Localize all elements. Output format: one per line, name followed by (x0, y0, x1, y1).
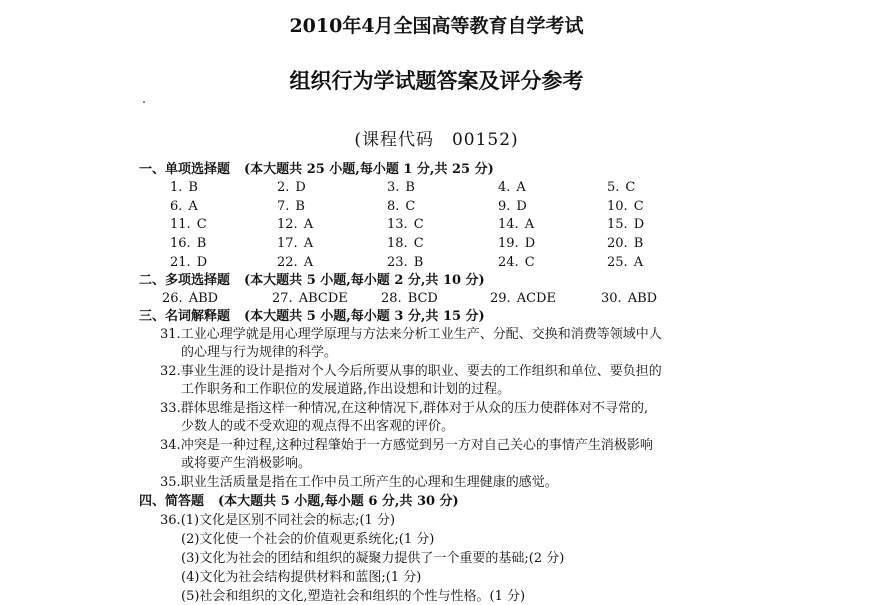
answer-value: A (188, 199, 198, 214)
answer-number: 15. (607, 217, 628, 232)
answer-value: B (295, 199, 305, 214)
answer-36-point-4: (4)文化为社会结构提供材料和蓝图;(1 分) (181, 570, 422, 585)
answer-cell (387, 180, 415, 196)
section-3-desc: (本大题共 5 小题,每小题 3 分,共 15 分) (244, 309, 485, 324)
answer-33-line-1 (160, 401, 648, 417)
answer-value: B (188, 180, 198, 195)
answer-35-line-1 (160, 475, 558, 491)
answer-cell (387, 199, 415, 215)
answer-value: A (633, 255, 644, 270)
section-4-desc: (本大题共 5 小题,每小题 6 分,共 30 分) (218, 494, 459, 509)
answer-value: B (633, 236, 644, 251)
answer-number: 4. (498, 180, 511, 195)
answer-cell (498, 217, 534, 233)
answer-number: 21. (170, 255, 191, 270)
answer-36-point-2: (2)文化使一个社会的价值观更系统化;(1 分) (181, 532, 435, 547)
answer-value: ACDE (516, 291, 556, 306)
answer-number: 30. (601, 291, 622, 306)
answer-value: C (405, 199, 416, 214)
answer-value: A (303, 217, 314, 232)
answer-34-line-2: 或将要产生消极影响。 (181, 456, 312, 471)
answer-value: B (405, 180, 415, 195)
answer-number: 14. (498, 217, 519, 232)
answer-value: B (196, 236, 207, 251)
answer-cell (498, 199, 527, 215)
section-2-heading (139, 273, 485, 289)
answer-cell (381, 291, 438, 307)
answer-33-text-1: 群体思维是指这样一种情况,在这种情况下,群体对于从众的压力使群体对不寻常的, (180, 401, 649, 416)
answer-cell (170, 180, 198, 196)
answer-value: ABD (188, 291, 219, 306)
answer-36-line-1 (160, 513, 395, 529)
answer-number: 16. (170, 236, 191, 251)
answer-number: 26. (162, 291, 183, 306)
answer-35-text-1: 职业生活质量是指在工作中员工所产生的心理和生理健康的感觉。 (180, 475, 558, 490)
section-1-name: 一、单项选择题 (139, 162, 231, 177)
answer-cell (170, 217, 207, 233)
answer-value: D (516, 199, 527, 214)
answer-number: 7. (277, 199, 290, 214)
answer-cell (607, 217, 644, 233)
answer-number: 28. (381, 291, 402, 306)
answer-value: ABD (627, 291, 658, 306)
answer-cell (498, 236, 535, 252)
answer-value: A (303, 255, 314, 270)
answer-value: BCD (407, 291, 438, 306)
answer-number: 22. (277, 255, 298, 270)
answer-number: 13. (387, 217, 408, 232)
answer-33-number: 33. (160, 401, 181, 416)
answer-number: 10. (607, 199, 628, 214)
answer-value: C (413, 217, 424, 232)
answer-number: 8. (387, 199, 400, 214)
answer-36-point-1: (1)文化是区别不同社会的标志;(1 分) (180, 513, 396, 528)
answer-number: 9. (498, 199, 511, 214)
section-2-desc: (本大题共 5 小题,每小题 2 分,共 10 分) (244, 273, 485, 288)
answer-cell (607, 199, 644, 215)
section-4-heading (139, 494, 459, 510)
section-2-name: 二、多项选择题 (139, 273, 231, 288)
answer-34-text-1: 冲突是一种过程,这种过程肇始于一方感觉到另一方对自己关心的事情产生消极影响 (180, 438, 653, 453)
answer-cell (170, 255, 207, 271)
section-4-name: 四、简答题 (139, 494, 205, 509)
answer-32-line-2: 工作职务和工作职位的发展道路,作出设想和计划的过程。 (181, 382, 511, 397)
answer-cell (277, 236, 313, 252)
answer-value: C (633, 199, 644, 214)
answer-number: 2. (277, 180, 290, 195)
answer-number: 23. (387, 255, 408, 270)
answer-31-number: 31. (160, 327, 181, 342)
answer-35-number: 35. (160, 475, 181, 490)
answer-cell (387, 217, 424, 233)
answer-number: 3. (387, 180, 400, 195)
answer-number: 25. (607, 255, 628, 270)
answer-number: 20. (607, 236, 628, 251)
answer-cell (277, 199, 305, 215)
answer-number: 29. (490, 291, 511, 306)
answer-36-point-3: (3)文化为社会的团结和组织的凝聚力提供了一个重要的基础;(2 分) (181, 551, 565, 566)
answer-cell (387, 255, 423, 271)
section-1-heading (139, 162, 494, 178)
answer-value: C (196, 217, 207, 232)
answer-value: C (524, 255, 535, 270)
section-1-desc: (本大题共 25 小题,每小题 1 分,共 25 分) (244, 162, 494, 177)
answer-cell (607, 180, 635, 196)
answer-value: C (625, 180, 636, 195)
answer-cell (170, 199, 198, 215)
answer-number: 19. (498, 236, 519, 251)
scan-speck (143, 101, 145, 103)
answer-31-line-1 (160, 327, 662, 343)
answer-cell (498, 255, 535, 271)
answer-cell (607, 236, 643, 252)
answer-number: 18. (387, 236, 408, 251)
answer-cell (277, 180, 306, 196)
answer-number: 6. (170, 199, 183, 214)
answer-number: 24. (498, 255, 519, 270)
answer-36-number: 36. (160, 513, 181, 528)
answer-cell (607, 255, 643, 271)
answer-36-point-5: (5)社会和组织的文化,塑造社会和组织的个性与性格。(1 分) (181, 589, 526, 604)
answer-value: D (524, 236, 536, 251)
answer-32-text-1: 事业生涯的设计是指对个人今后所要从事的职业、要去的工作组织和单位、要负担的 (180, 364, 662, 379)
document-title: 组织行为学试题答案及评分参考 (289, 68, 584, 93)
answer-number: 27. (272, 291, 293, 306)
answer-number: 1. (170, 180, 183, 195)
answer-value: D (196, 255, 208, 270)
answer-cell (498, 180, 526, 196)
answer-cell (277, 255, 313, 271)
answer-number: 5. (607, 180, 620, 195)
answer-33-line-2: 少数人的或不受欢迎的观点得不出客观的评价。 (181, 419, 455, 434)
answer-number: 17. (277, 236, 298, 251)
answer-cell (601, 291, 657, 307)
answer-34-line-1 (160, 438, 653, 454)
answer-number: 12. (277, 217, 298, 232)
answer-value: ABCDE (298, 291, 348, 306)
answer-cell (272, 291, 348, 307)
answer-34-number: 34. (160, 438, 181, 453)
answer-value: A (524, 217, 535, 232)
answer-cell (490, 291, 556, 307)
answer-value: A (516, 180, 526, 195)
answer-value: A (303, 236, 314, 251)
answer-cell (277, 217, 313, 233)
answer-31-text-1: 工业心理学就是用心理学原理与方法来分析工业生产、分配、交换和消费等领域中人 (180, 327, 662, 342)
answer-cell (170, 236, 206, 252)
answer-number: 11. (170, 217, 191, 232)
answer-cell (162, 291, 218, 307)
section-3-name: 三、名词解释题 (139, 309, 231, 324)
answer-cell (387, 236, 424, 252)
answer-value: C (413, 236, 424, 251)
answer-32-line-1 (160, 364, 662, 380)
answer-32-number: 32. (160, 364, 181, 379)
answer-value: D (295, 180, 306, 195)
answer-value: B (413, 255, 424, 270)
course-code: (课程代码 00152) (354, 130, 519, 150)
answer-value: D (633, 217, 645, 232)
section-3-heading (139, 309, 485, 325)
exam-title: 2010年4月全国高等教育自学考试 (289, 15, 584, 37)
answer-31-line-2: 的心理与行为规律的科学。 (181, 345, 338, 360)
